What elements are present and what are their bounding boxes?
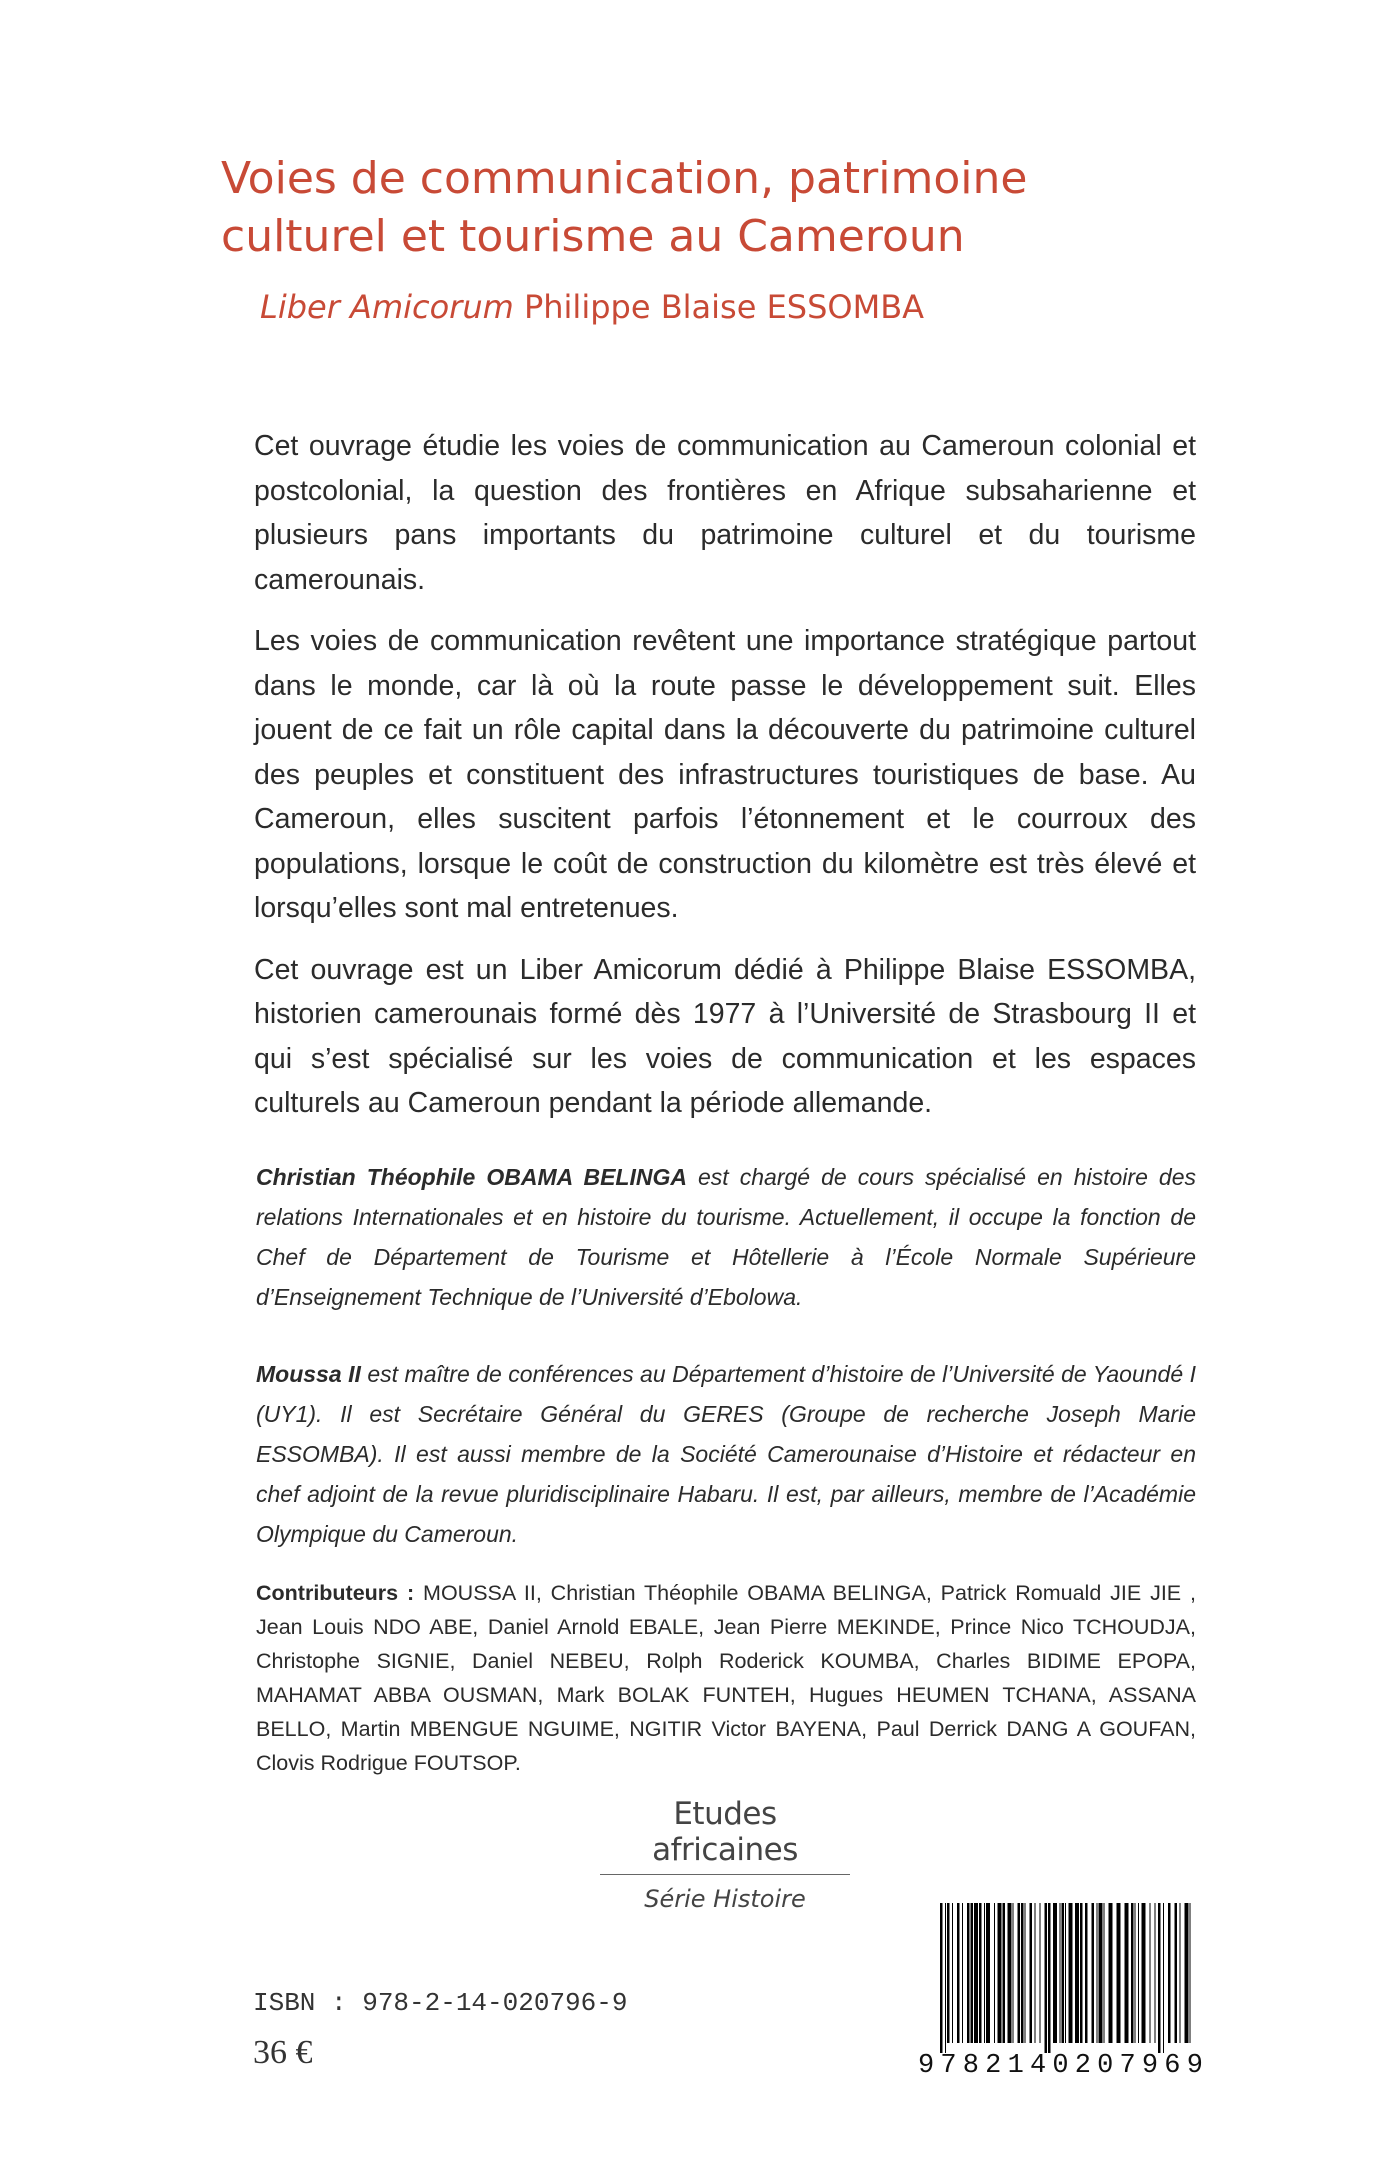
barcode-bar bbox=[984, 1903, 985, 2043]
barcode-digit: 1 bbox=[1007, 2051, 1024, 2081]
barcode-digits bbox=[918, 2051, 1203, 2081]
barcode-bar bbox=[1175, 1903, 1178, 2043]
barcode-bar bbox=[1003, 1903, 1006, 2043]
barcode-bar bbox=[1125, 1903, 1129, 2043]
series-name: Etudes africaines bbox=[600, 1796, 850, 1875]
author-2-name: Moussa II bbox=[256, 1361, 361, 1387]
barcode-bar bbox=[974, 1903, 978, 2043]
barcode-bar bbox=[1150, 1903, 1151, 2043]
summary-paragraph-3: Cet ouvrage est un Liber Amicorum dédié à Philippe Blaise ESSOMBA, historien camerounais formé dès 1977 à l’Université de Strasbourg II et qui s’est spécialisé sur les voies de communication et les espaces culturels au Cameroun pendant la période allemande. bbox=[254, 953, 1196, 1119]
author-bios bbox=[256, 1157, 1196, 1591]
barcode-digit: 7 bbox=[940, 2051, 957, 2081]
author-bio-1 bbox=[256, 1157, 1196, 1317]
barcode-bars bbox=[918, 1903, 1203, 2053]
author-2-text: est maître de conférences au Département d’histoire de l’Université de Yaoundé I (UY1). Il est Secrétaire Général du GERES (Groupe de recherche Joseph Marie ESSOMBA). Il est aussi membre de la Société Camerounaise d’Histoire et rédacteur en chef adjoint de la revue pluridisciplinaire Habaru. Il est, par ailleurs, membre de l’Académie Olympique du Cameroun. bbox=[256, 1361, 1196, 1547]
barcode-digit: 9 bbox=[1141, 2051, 1159, 2081]
barcode-bar bbox=[1013, 1903, 1014, 2043]
barcode-bar bbox=[998, 1903, 1002, 2043]
contributors-label: Contributeurs : bbox=[256, 1581, 415, 1605]
barcode-bar bbox=[986, 1903, 990, 2043]
book-title bbox=[221, 150, 1171, 266]
barcode-bar bbox=[1158, 1903, 1161, 2053]
barcode-bar bbox=[1135, 1903, 1136, 2043]
subtitle-name: Philippe Blaise ESSOMBA bbox=[513, 288, 925, 326]
barcode-digit: 4 bbox=[1029, 2051, 1047, 2081]
barcode-bar bbox=[1104, 1903, 1105, 2043]
author-bio-2 bbox=[256, 1354, 1196, 1554]
barcode-digit: 0 bbox=[1097, 2051, 1114, 2081]
barcode-bar bbox=[1018, 1903, 1021, 2043]
barcode-bar bbox=[1163, 1903, 1164, 2053]
barcode-bar bbox=[957, 1903, 960, 2043]
barcode-bar bbox=[952, 1903, 953, 2043]
contributors bbox=[256, 1576, 1196, 1780]
subtitle-italic: Liber Amicorum bbox=[260, 288, 514, 326]
barcode-bar bbox=[1109, 1903, 1113, 2043]
barcode-digit: 0 bbox=[1052, 2051, 1069, 2081]
barcode-bar bbox=[1085, 1903, 1088, 2043]
isbn: ISBN : 978-2-14-020796-9 bbox=[253, 1988, 628, 2018]
barcode-digit: 2 bbox=[985, 2051, 1002, 2081]
barcode-bar bbox=[1131, 1903, 1134, 2043]
barcode-bar bbox=[1180, 1903, 1181, 2043]
barcode-digit: 9 bbox=[1186, 2051, 1203, 2081]
barcode-bar bbox=[1008, 1903, 1012, 2043]
barcode-bar bbox=[994, 1903, 995, 2043]
barcode-digit: 8 bbox=[962, 2051, 979, 2081]
barcode-digit: 9 bbox=[918, 2051, 935, 2081]
barcode-bar bbox=[1065, 1903, 1066, 2043]
summary-text bbox=[254, 424, 1196, 1143]
barcode-bar bbox=[962, 1903, 963, 2043]
barcode-bar bbox=[1069, 1903, 1073, 2043]
book-title-line-2: culturel et tourisme au Cameroun bbox=[221, 211, 965, 262]
barcode-bar bbox=[1062, 1903, 1065, 2043]
barcode-digit: 2 bbox=[1074, 2051, 1091, 2081]
series-logo bbox=[600, 1796, 850, 1913]
author-1-name: Christian Théophile OBAMA BELINGA bbox=[256, 1164, 687, 1190]
barcode-bar bbox=[940, 1903, 943, 2053]
barcode-bar bbox=[1021, 1903, 1024, 2043]
series-subtitle: Série Histoire bbox=[644, 1885, 806, 1913]
barcode-bar bbox=[1075, 1903, 1079, 2043]
barcode-bar bbox=[1025, 1903, 1026, 2043]
author-1-text: est chargé de cours spécialisé en histoire des relations Internationales et en histoire du tourisme. Actuellement, il occupe la fonction de Chef de Département de Tourisme et Hôtellerie à l’École Normale Supérieure d’Enseignement Technique de l’Université d’Ebolowa. bbox=[256, 1164, 1196, 1310]
barcode-bar bbox=[979, 1903, 982, 2043]
barcode-bar bbox=[1048, 1903, 1051, 2053]
barcode-bar bbox=[1030, 1903, 1033, 2043]
barcode-bar bbox=[971, 1903, 974, 2043]
book-title-line-1: Voies de communication, patrimoine bbox=[221, 153, 1028, 204]
barcode-bar bbox=[1185, 1903, 1189, 2043]
barcode-bar bbox=[1099, 1903, 1103, 2043]
barcode-bar bbox=[1040, 1903, 1041, 2043]
contributors-list: MOUSSA II, Christian Théophile OBAMA BELINGA, Patrick Romuald JIE JIE , Jean Louis NDO ABE, Daniel Arnold EBALE, Jean Pierre MEKINDE, Prince Nico TCHOUDJA, Christophe SIGNIE, Daniel NEBEU, Rolph Roderick KOUMBA, Charles BIDIME EPOPA, MAHAMAT ABBA OUSMAN, Mark BOLAK FUNTEH, Hugues HEUMEN TCHANA, ASSANA BELLO, Martin MBENGUE NGUIME, NGITIR Victor BAYENA, Paul Derrick DANG A GOUFAN, Clovis Rodrigue FOUTSOP. bbox=[256, 1581, 1196, 1775]
barcode-bar bbox=[1060, 1903, 1061, 2043]
barcode-digit: 7 bbox=[1119, 2051, 1136, 2081]
book-subtitle bbox=[260, 287, 924, 327]
barcode-bar bbox=[1155, 1903, 1156, 2043]
barcode-digit: 6 bbox=[1164, 2051, 1181, 2081]
summary-paragraph-1: Cet ouvrage étudie les voies de communication au Cameroun colonial et postcolonial, la question des frontières en Afrique subsaharienne et plusieurs pans importants du patrimoine culturel et du tourisme camerounais. bbox=[254, 430, 1196, 596]
barcode-bar bbox=[967, 1903, 970, 2043]
barcode-bar bbox=[1035, 1903, 1036, 2043]
barcode bbox=[918, 1903, 1203, 2093]
barcode-bar bbox=[1097, 1903, 1098, 2043]
barcode-bar bbox=[1190, 1903, 1191, 2043]
barcode-bar bbox=[1117, 1903, 1121, 2043]
barcode-bar bbox=[1092, 1903, 1095, 2043]
barcode-bar bbox=[1053, 1903, 1057, 2043]
barcode-bar bbox=[947, 1903, 950, 2043]
summary-paragraph-2: Les voies de communication revêtent une importance stratégique partout dans le monde, car là où la route passe le développement suit. Elles jouent de ce fait un rôle capital dans la découverte du patrimoine culturel des peuples et constituent des infrastructures touristiques de base. Au Cameroun, elles suscitent parfois l’étonnement et le courroux des populations, lorsque le coût de construction du kilomètre est très élevé et lorsqu’elles sont mal entretenues. bbox=[254, 625, 1196, 924]
barcode-bar bbox=[1138, 1903, 1139, 2043]
barcode-bar bbox=[1168, 1903, 1171, 2043]
barcode-bar bbox=[945, 1903, 946, 2053]
barcode-bar bbox=[1045, 1903, 1048, 2053]
barcode-bar bbox=[1080, 1903, 1083, 2043]
price: 36 € bbox=[253, 2034, 313, 2071]
barcode-bar bbox=[1142, 1903, 1146, 2043]
